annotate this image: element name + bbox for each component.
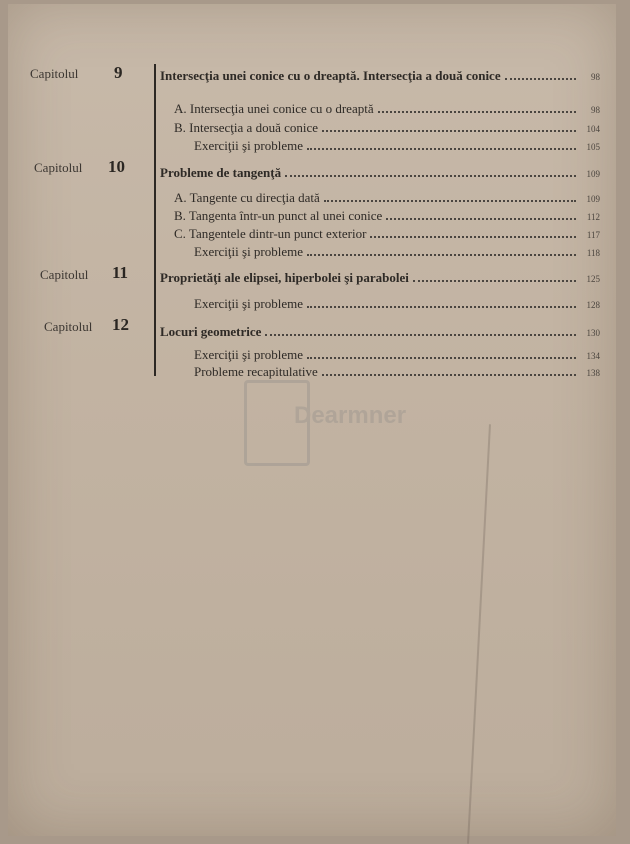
entry-title: A. Tangente cu direcţia dată [174,190,320,205]
toc-entry[interactable] [160,165,600,181]
entry-title: C. Tangentele dintr-un punct exterior [174,226,367,241]
chapter-9-label: Capitolul [30,66,79,81]
toc-entry[interactable] [160,324,600,340]
chapter-9-number: 9 [114,63,123,82]
page-number: 138 [586,368,600,378]
page-number: 117 [586,230,600,240]
chapter-12-label: Capitolul [44,319,93,334]
toc-entry[interactable] [160,68,600,84]
toc-entry[interactable] [194,364,600,380]
entry-title: B. Tangenta într-un punct al unei conice [174,208,383,223]
entry-title: Exerciţii şi probleme [194,347,304,362]
leader-dots [386,218,576,220]
page-number: 130 [586,328,600,338]
book-page [8,4,616,836]
page-number: 128 [586,300,600,310]
page-number: 109 [586,169,600,179]
toc-entry[interactable] [194,138,600,154]
page-number: 105 [586,142,600,152]
entry-title: A. Intersecţia unei conice cu o dreaptă [174,101,374,116]
leader-dots [307,254,576,256]
leader-dots [378,111,576,113]
entry-title: Exerciţii şi probleme [194,244,304,259]
leader-dots [413,280,576,282]
leader-dots [324,200,576,202]
page-number: 118 [586,248,600,258]
leader-dots [307,306,576,308]
page-number: 112 [586,212,600,222]
entry-title: B. Intersecţia a două conice [174,120,319,135]
leader-dots [505,78,576,80]
watermark-text: Dearmner [294,402,407,429]
chapter-10-label: Capitolul [34,160,83,175]
leader-dots [307,357,576,359]
page-number: 134 [586,351,600,361]
leader-dots [285,175,576,177]
leader-dots [322,374,576,376]
entry-title: Exerciţii şi probleme [194,296,304,311]
leader-dots [265,334,576,336]
toc-entry[interactable] [160,270,600,286]
chapter-divider-bar [154,64,156,376]
toc-entry[interactable] [174,190,600,206]
chapter-12-number: 12 [112,315,129,334]
entry-title: Intersecţia unei conice cu o dreaptă. Intersecţia a două conice [160,68,501,83]
entry-title: Probleme de tangenţă [160,165,282,180]
page-number: 104 [586,124,600,134]
bleed-through-line [467,424,491,844]
toc-entry[interactable] [174,120,600,136]
leader-dots [322,130,576,132]
toc-entry[interactable] [174,101,600,117]
toc-entry[interactable] [194,296,600,312]
watermark-logo [244,380,414,464]
page-number: 98 [591,105,600,115]
leader-dots [307,148,576,150]
toc-entry[interactable] [174,226,600,242]
chapter-11-label: Capitolul [40,267,89,282]
entry-title: Probleme recapitulative [194,364,318,379]
page-number: 98 [591,72,600,82]
page-number: 109 [586,194,600,204]
toc-entry[interactable] [194,244,600,260]
leader-dots [370,236,576,238]
toc-entry[interactable] [194,347,600,363]
entry-title: Proprietăţi ale elipsei, hiperbolei şi parabolei [160,270,409,285]
page-number: 125 [586,274,600,284]
entry-title: Exerciţii şi probleme [194,138,304,153]
chapter-10-number: 10 [108,157,125,176]
chapter-11-number: 11 [112,263,129,282]
entry-title: Locuri geometrice [160,324,262,339]
toc-entry[interactable] [174,208,600,224]
